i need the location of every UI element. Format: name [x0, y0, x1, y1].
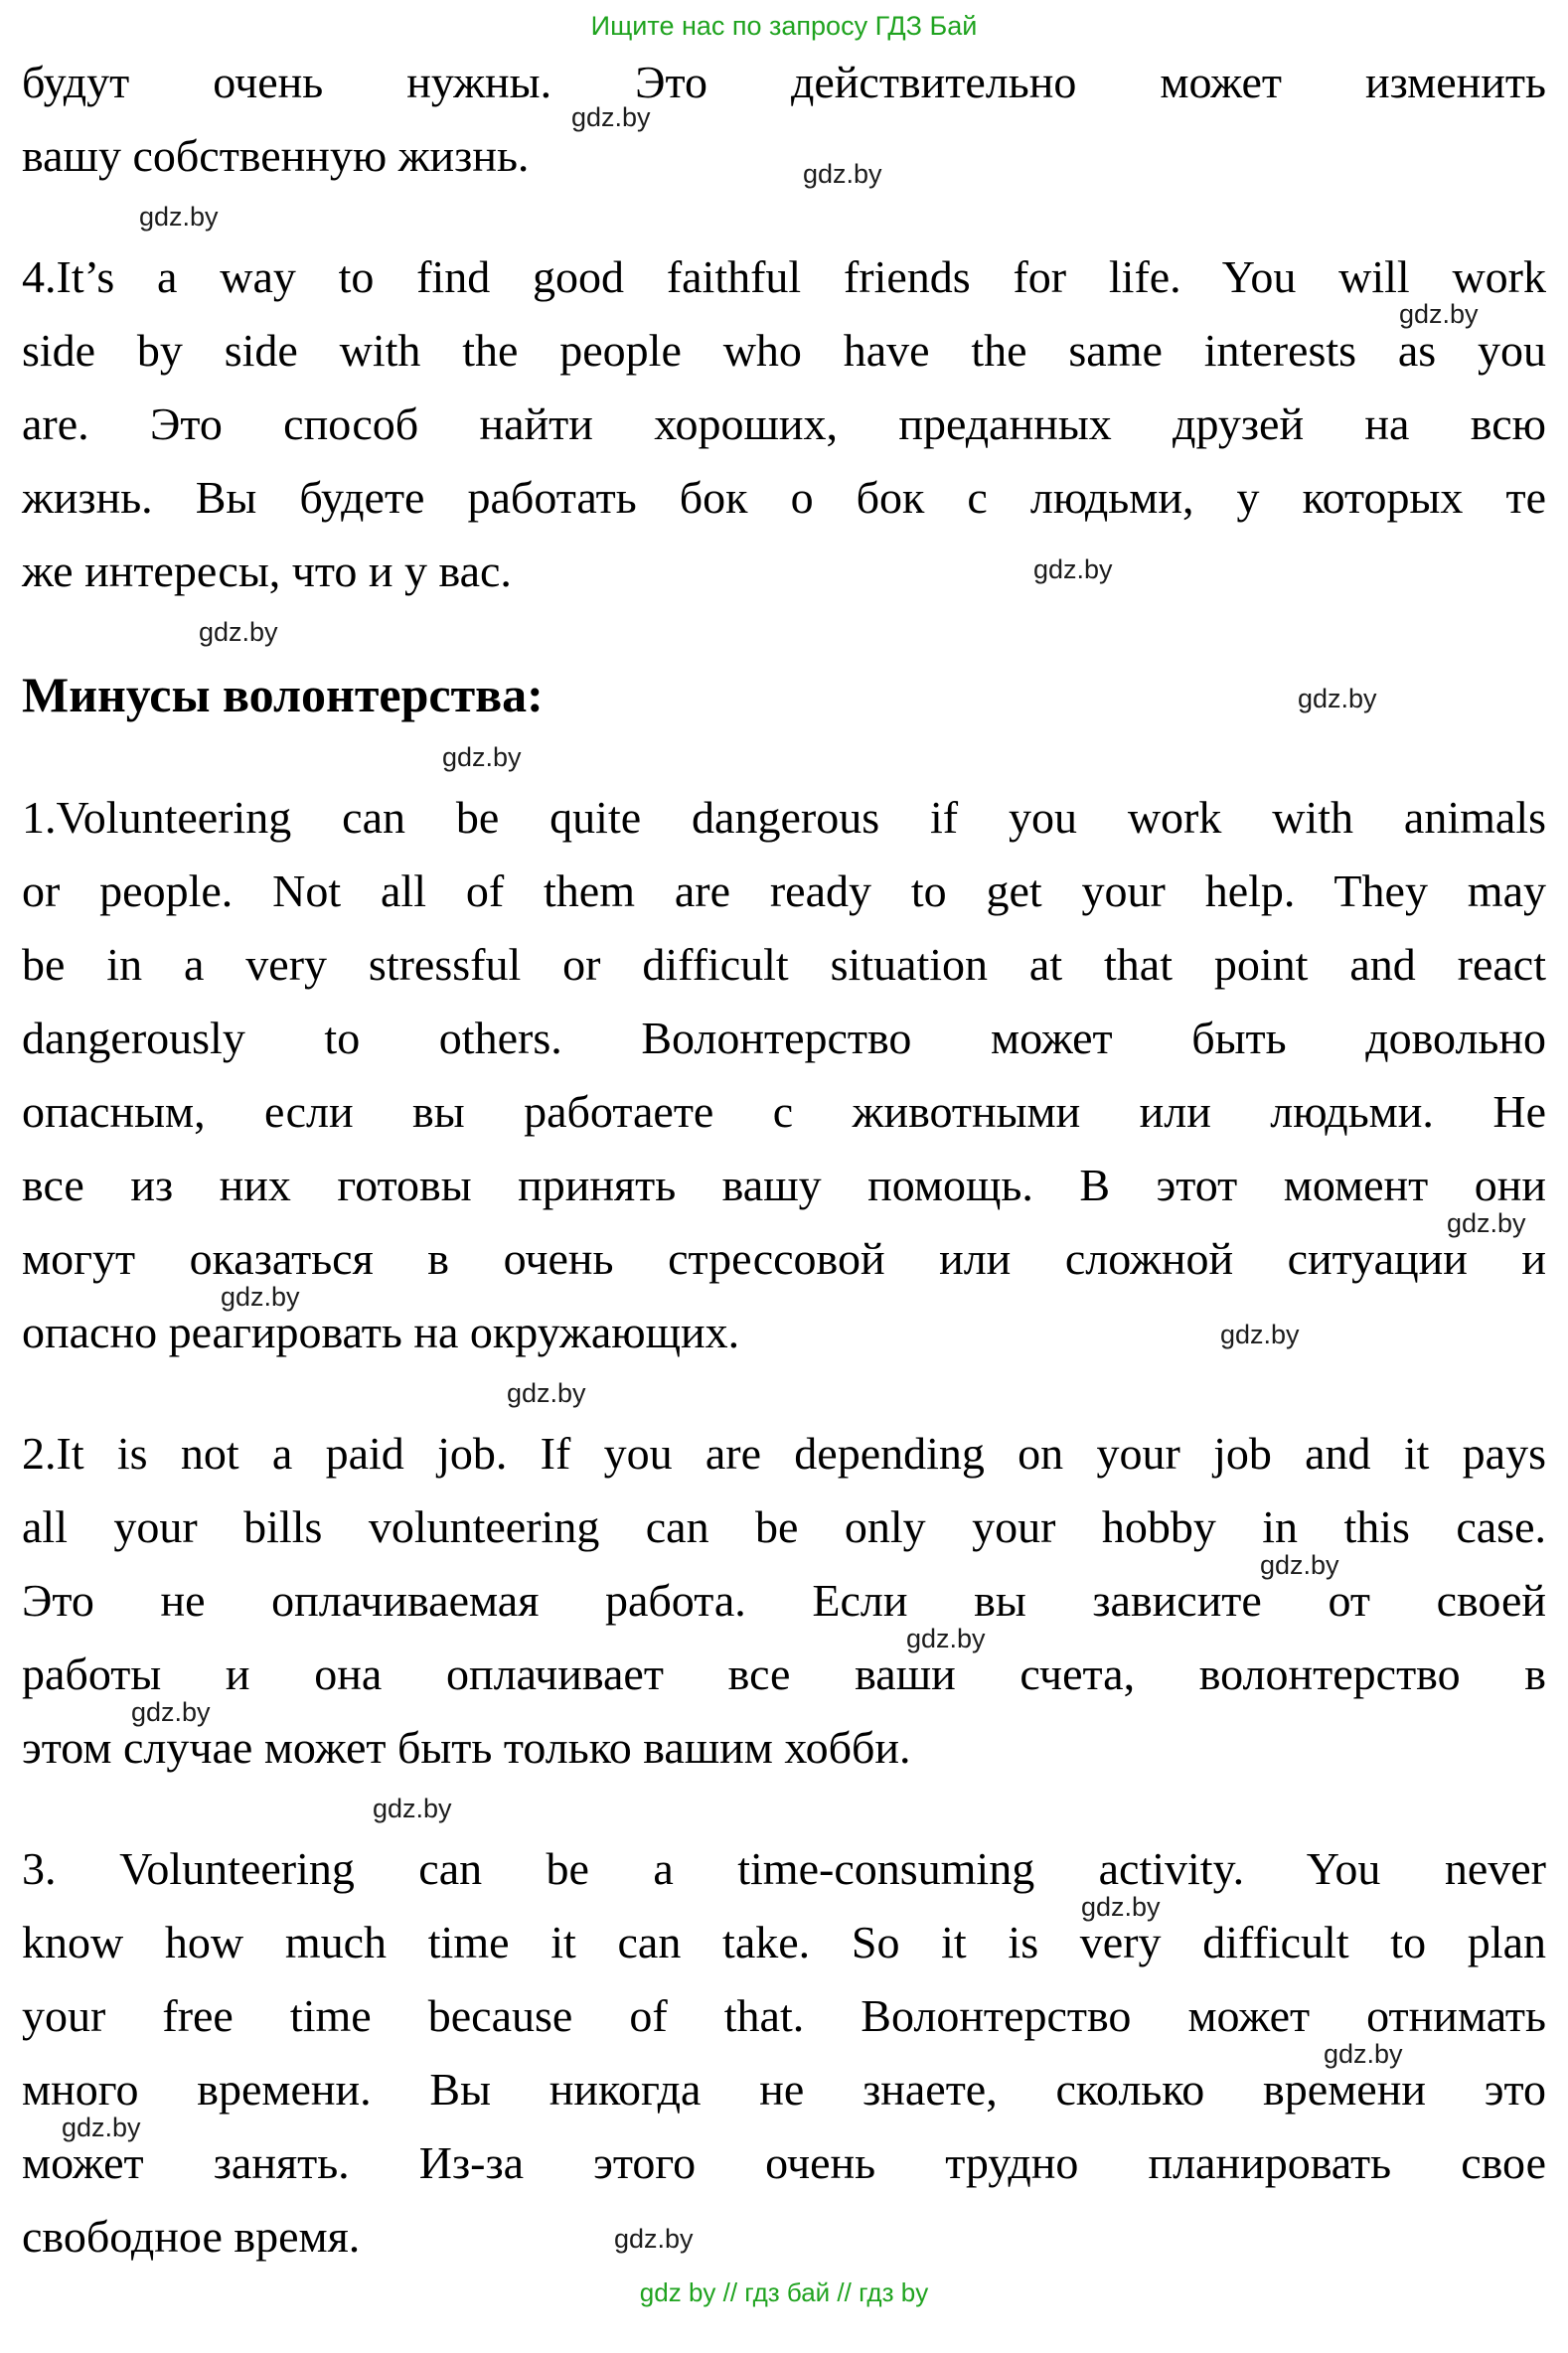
gdz-watermark: gdz.by: [1399, 299, 1479, 329]
gdz-watermark: gdz.by: [62, 2113, 141, 2142]
gdz-watermark: gdz.by: [803, 159, 882, 189]
text-line: Это не оплачиваемая работа. Если вы зависите от своей: [22, 1575, 1546, 1626]
site-search-hint: Ищите нас по запросу ГДЗ Бай: [590, 11, 978, 41]
text-line: 2.It is not a paid job. If you are depending on your job and it pays: [22, 1428, 1546, 1479]
text-line: все из них готовы принять вашу помощь. В этот момент они: [22, 1160, 1546, 1210]
text-line: много времени. Вы никогда не знаете, сколько времени это: [22, 2064, 1546, 2115]
text-line: жизнь. Вы будете работать бок о бок с людьми, у которых те: [22, 472, 1546, 523]
text-line: опасным, если вы работаете с животными или людьми. Не: [22, 1086, 1546, 1137]
gdz-watermark: gdz.by: [199, 617, 278, 647]
gdz-watermark: gdz.by: [139, 202, 219, 232]
gdz-watermark: gdz.by: [1033, 554, 1113, 584]
gdz-watermark: gdz.by: [442, 742, 522, 772]
text-line: этом случае может быть только вашим хобби.: [22, 1722, 911, 1773]
gdz-watermark: gdz.by: [614, 2224, 694, 2254]
text-line: be in a very stressful or difficult situation at that point and react: [22, 939, 1546, 990]
gdz-watermark: gdz.by: [507, 1378, 586, 1408]
gdz-watermark: gdz.by: [221, 1282, 300, 1312]
text-line: свободное время.: [22, 2211, 361, 2262]
text-line: 4.It’s a way to find good faithful friends for life. You will work: [22, 251, 1546, 302]
text-line: работы и она оплачивает все ваши счета, волонтерство в: [22, 1648, 1546, 1699]
text-line: side by side with the people who have the same interests as you: [22, 325, 1546, 376]
text-line: будут очень нужны. Это действительно может изменить: [22, 57, 1546, 107]
text-line: же интересы, что и у вас.: [22, 546, 512, 596]
paragraph-5: [22, 1832, 1546, 2274]
watermark-row: [22, 733, 1546, 781]
text-line: all your bills volunteering can be only your hobby in this case.: [22, 1501, 1546, 1552]
gdz-watermark: gdz.by: [1220, 1320, 1300, 1349]
text-line: know how much time it can take. So it is very difficult to plan: [22, 1917, 1546, 1967]
gdz-watermark: gdz.by: [131, 1697, 211, 1727]
text-line: are. Это способ найти хороших, преданных друзей на всю: [22, 398, 1546, 449]
site-footer-hint: gdz by // гдз бай // гдз by: [639, 2277, 929, 2307]
text-line: 3. Volunteering can be a time-consuming activity. You never: [22, 1843, 1546, 1894]
watermark-row: [22, 1785, 1546, 1832]
paragraph-4: [22, 1417, 1546, 1785]
paragraph-1: [22, 46, 1546, 193]
gdz-watermark: gdz.by: [1298, 684, 1377, 713]
text-line: опасно реагировать на окружающих.: [22, 1307, 740, 1357]
text-line: or people. Not all of them are ready to get your help. They may: [22, 865, 1546, 916]
text-line: вашу собственную жизнь.: [22, 130, 530, 181]
gdz-watermark: gdz.by: [1324, 2039, 1403, 2069]
watermark-row: [22, 193, 1546, 240]
gdz-watermark: gdz.by: [571, 102, 651, 132]
gdz-watermark: gdz.by: [1447, 1208, 1526, 1238]
watermark-row: [22, 608, 1546, 656]
text-line: может занять. Из-за этого очень трудно планировать свое: [22, 2137, 1546, 2188]
text-line: могут оказаться в очень стрессовой или сложной ситуации и: [22, 1233, 1546, 1284]
gdz-watermark: gdz.by: [1081, 1892, 1161, 1922]
text-line: 1.Volunteering can be quite dangerous if you work with animals: [22, 792, 1546, 843]
paragraph-2: [22, 240, 1546, 608]
text-line: your free time because of that. Волонтерство может отнимать: [22, 1990, 1546, 2041]
section-heading-minuses: Минусы волонтерства:: [22, 667, 544, 722]
gdz-watermark: gdz.by: [906, 1624, 986, 1653]
watermark-row: [22, 1369, 1546, 1417]
text-line: dangerously to others. Волонтерство может быть довольно: [22, 1013, 1546, 1063]
gdz-watermark: gdz.by: [373, 1794, 452, 1823]
gdz-watermark: gdz.by: [1260, 1550, 1339, 1580]
